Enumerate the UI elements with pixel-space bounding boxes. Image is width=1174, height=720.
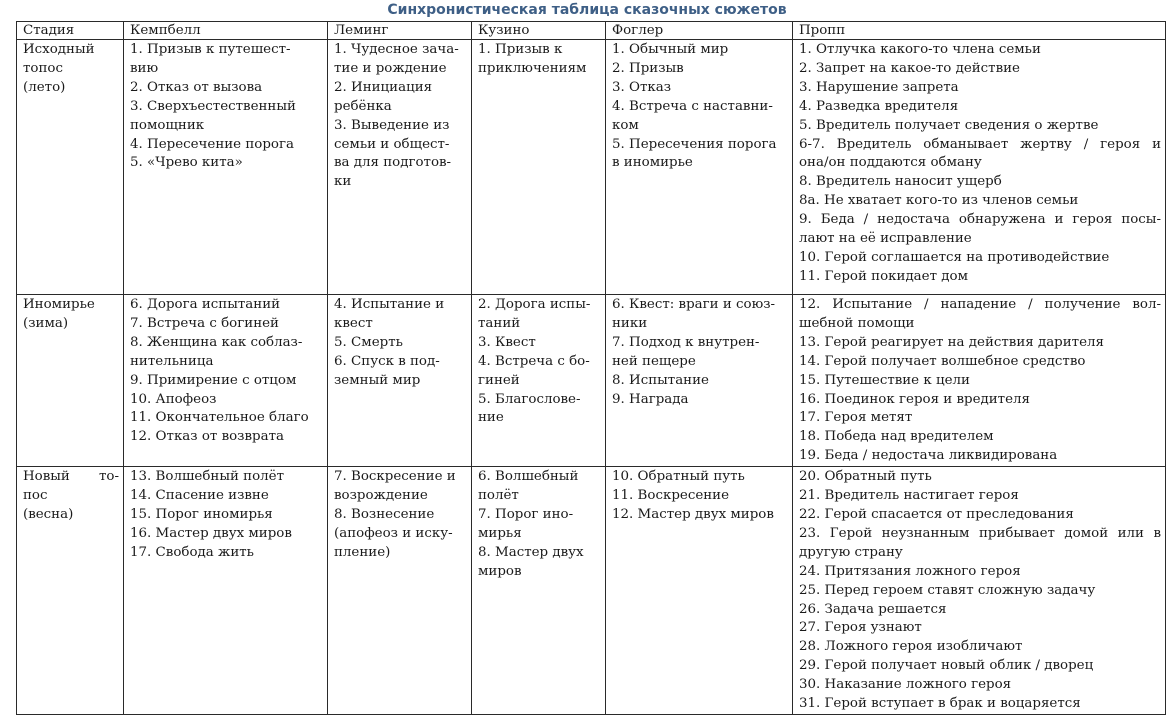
cell-line: 28. Ложного героя изобличают: [799, 639, 1023, 655]
cell-line: 5. Пересечения порога: [612, 136, 777, 152]
cell-line: 22. Герой спасается от преследования: [799, 506, 1074, 522]
cell-line: ки: [334, 174, 352, 190]
cell-line: 10. Обратный путь: [612, 469, 745, 485]
cell-line: Иномирье: [23, 297, 95, 312]
header-vogler: Фоглер: [606, 22, 793, 40]
cell-line: 4. Встреча с бо-: [478, 353, 590, 369]
cell-line: 5. Вредитель получает сведения о жертве: [799, 117, 1099, 133]
cell-line: 5. Благослове-: [478, 391, 581, 407]
header-leeming: Леминг: [328, 22, 472, 40]
cell-line: 1. Отлучка какого-то члена семьи: [799, 42, 1041, 57]
header-propp: Пропп: [793, 22, 1166, 40]
cell-line: 27. Героя узнают: [799, 620, 922, 636]
cell-stage: [17, 467, 124, 715]
cell-cousineau: [472, 295, 606, 467]
cell-stage: [17, 295, 124, 467]
cell-line: 20. Обратный путь: [799, 469, 932, 485]
cell-cousineau: [472, 40, 606, 295]
cell-line: 17. Свобода жить: [130, 544, 254, 560]
cell-line: вию: [130, 60, 159, 76]
cell-line: 12. Испытание / нападение / получение вол-: [799, 297, 1161, 312]
cell-line: 4. Встреча с наставни-: [612, 98, 773, 114]
table-row: [17, 467, 1166, 715]
cell-vogler: [606, 40, 793, 295]
cell-line: 8a. Не хватает кого-то из членов семьи: [799, 193, 1079, 209]
cell-line: 3. Нарушение запрета: [799, 79, 959, 95]
cell-line: помощник: [130, 117, 205, 133]
cell-line: 9. Беда / недостача обнаружена и героя посы-: [799, 212, 1161, 228]
cell-line: 7. Подход к внутрен-: [612, 334, 760, 350]
cell-line: ники: [612, 315, 648, 331]
cell-line: 16. Мастер двух миров: [130, 525, 292, 541]
cell-line: 21. Вредитель настигает героя: [799, 488, 1019, 504]
cell-line: 12. Мастер двух миров: [612, 506, 774, 522]
cell-leeming: [328, 40, 472, 295]
cell-line: (весна): [23, 506, 74, 522]
cell-line: 19. Беда / недостача ликвидирована: [799, 448, 1058, 464]
cell-line: ней пещере: [612, 353, 696, 369]
cell-line: 9. Примирение с отцом: [130, 372, 297, 388]
table-row: [17, 40, 1166, 295]
cell-line: полёт: [478, 488, 519, 504]
cell-stage: [17, 40, 124, 295]
cell-line: 1. Чудесное зача-: [334, 42, 459, 57]
cell-line: 3. Выведение из: [334, 117, 450, 133]
header-row: [17, 22, 1166, 40]
cell-line: в иномирье: [612, 155, 693, 171]
cell-line: 6. Волшебный: [478, 469, 579, 485]
cell-line: (зима): [23, 315, 69, 331]
cell-line: 13. Герой реагирует на действия дарителя: [799, 334, 1104, 350]
cell-line: 2. Дорога испы-: [478, 297, 591, 312]
cell-line: 6. Спуск в под-: [334, 353, 440, 369]
cell-line: 3. Квест: [478, 334, 536, 350]
cell-line: 23. Герой неузнанным прибывает домой или в: [799, 525, 1161, 541]
cell-propp: [793, 40, 1166, 295]
cell-line: она/он поддаются обману: [799, 155, 982, 171]
cell-line: пление): [334, 544, 391, 560]
cell-line: 2. Запрет на какое-то действие: [799, 60, 1020, 76]
cell-line: 6. Дорога испытаний: [130, 297, 281, 312]
cell-line: лают на её исправление: [799, 231, 972, 247]
cell-line: 9. Награда: [612, 391, 689, 407]
cell-line: 31. Герой вступает в брак и воцаряется: [799, 696, 1081, 712]
cell-line: 16. Поединок героя и вредителя: [799, 391, 1030, 407]
cell-line: 6-7. Вредитель обманывает жертву / героя и: [799, 136, 1161, 152]
cell-line: мирья: [478, 525, 522, 541]
cell-line: таний: [478, 315, 521, 331]
cell-line: 14. Спасение извне: [130, 488, 269, 504]
cell-line: 5. Смерть: [334, 334, 403, 350]
cell-line: 7. Встреча с богиней: [130, 315, 279, 331]
cell-line: 24. Притязания ложного героя: [799, 563, 1021, 579]
cell-line: 5. «Чрево кита»: [130, 155, 243, 171]
cell-line: 14. Герой получает волшебное средство: [799, 353, 1086, 369]
cell-line: ребёнка: [334, 98, 392, 114]
cell-line: 13. Волшебный полёт: [130, 469, 284, 485]
table-row: [17, 295, 1166, 467]
cell-line: 11. Герой покидает дом: [799, 268, 968, 284]
cell-line: 8. Женщина как соблаз-: [130, 334, 303, 350]
cell-line: 12. Отказ от возврата: [130, 429, 284, 445]
cell-propp: [793, 295, 1166, 467]
cell-line: 1. Призыв к путешест-: [130, 42, 291, 57]
cell-propp: [793, 467, 1166, 715]
cell-line: 2. Призыв: [612, 60, 684, 76]
cell-line: Новый то-: [23, 469, 119, 485]
cell-line: нительница: [130, 353, 214, 369]
cell-line: приключениям: [478, 60, 587, 76]
cell-line: шебной помощи: [799, 315, 915, 331]
cell-campbell: [124, 40, 328, 295]
document-title: Синхронистическая таблица сказочных сюжетов: [387, 2, 787, 18]
cell-line: ние: [478, 410, 504, 426]
cell-line: 11. Окончательное благо: [130, 410, 309, 426]
header-campbell: Кемпбелл: [124, 22, 328, 40]
cell-line: 10. Апофеоз: [130, 391, 217, 407]
cell-vogler: [606, 467, 793, 715]
cell-line: другую страну: [799, 544, 903, 560]
cell-line: ва для подготов-: [334, 155, 452, 171]
cell-line: 4. Пересечение порога: [130, 136, 294, 152]
cell-line: 7. Порог ино-: [478, 506, 574, 522]
cell-line: 25. Перед героем ставят сложную задачу: [799, 582, 1096, 598]
cell-line: 3. Сверхъестественный: [130, 98, 296, 114]
cell-line: 8. Испытание: [612, 372, 709, 388]
cell-line: миров: [478, 563, 522, 579]
cell-leeming: [328, 295, 472, 467]
cell-line: квест: [334, 315, 373, 331]
cell-leeming: [328, 467, 472, 715]
cell-line: 15. Порог иномирья: [130, 506, 273, 522]
cell-line: пос: [23, 488, 48, 504]
header-stage: Стадия: [17, 22, 124, 40]
cell-line: Исходный: [23, 42, 95, 57]
cell-vogler: [606, 295, 793, 467]
synchronistic-table: [16, 21, 1166, 715]
cell-line: 10. Герой соглашается на противодействие: [799, 249, 1110, 265]
cell-line: 2. Отказ от вызова: [130, 79, 263, 95]
cell-campbell: [124, 295, 328, 467]
cell-line: 8. Вознесение: [334, 506, 435, 522]
cell-line: 6. Квест: враги и союз-: [612, 297, 776, 312]
cell-line: 8. Мастер двух: [478, 544, 584, 560]
cell-line: 1. Обычный мир: [612, 42, 729, 57]
cell-line: 18. Победа над вредителем: [799, 429, 994, 445]
cell-line: возрождение: [334, 488, 428, 504]
cell-line: земный мир: [334, 372, 421, 388]
cell-line: семьи и общест-: [334, 136, 450, 152]
cell-line: 3. Отказ: [612, 79, 672, 95]
cell-line: 30. Наказание ложного героя: [799, 677, 1012, 693]
cell-campbell: [124, 467, 328, 715]
cell-line: тие и рождение: [334, 60, 447, 76]
cell-line: 17. Героя метят: [799, 410, 913, 426]
cell-line: 29. Герой получает новый облик / дворец: [799, 658, 1094, 674]
cell-line: гиней: [478, 372, 520, 388]
cell-line: 11. Воскресение: [612, 488, 730, 504]
cell-line: 15. Путешествие к цели: [799, 372, 970, 388]
cell-line: 2. Инициация: [334, 79, 433, 95]
cell-line: (лето): [23, 79, 66, 95]
cell-line: 1. Призыв к: [478, 42, 563, 57]
cell-line: топос: [23, 60, 63, 76]
cell-cousineau: [472, 467, 606, 715]
header-cousineau: Кузино: [472, 22, 606, 40]
cell-line: ком: [612, 117, 639, 133]
cell-line: (апофеоз и иску-: [334, 525, 453, 541]
cell-line: 4. Разведка вредителя: [799, 98, 959, 114]
cell-line: 8. Вредитель наносит ущерб: [799, 174, 1002, 190]
cell-line: 4. Испытание и: [334, 297, 445, 312]
cell-line: 26. Задача решается: [799, 601, 947, 617]
cell-line: 7. Воскресение и: [334, 469, 456, 485]
